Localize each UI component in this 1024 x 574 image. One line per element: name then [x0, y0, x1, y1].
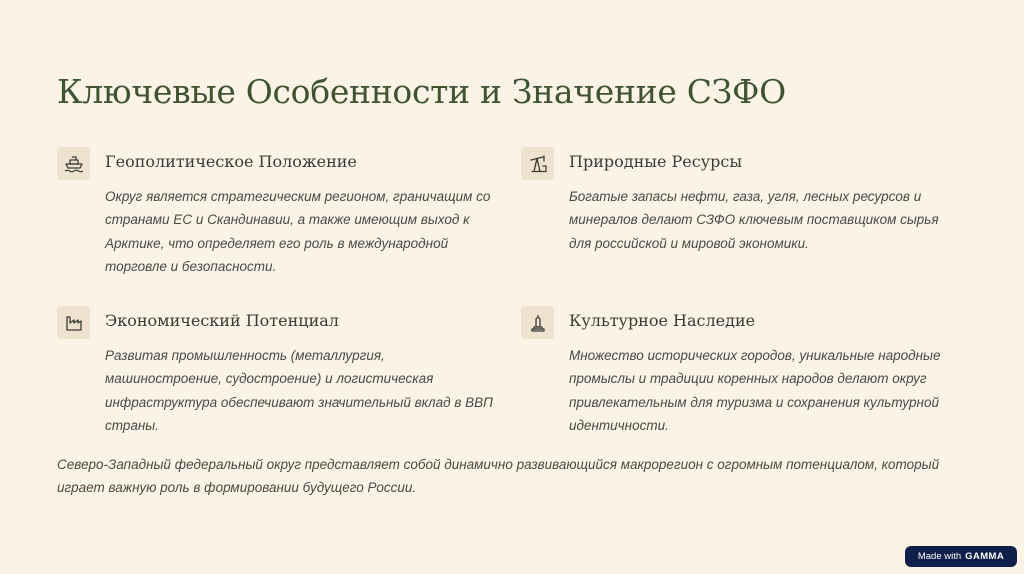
made-with-gamma-badge[interactable] — [905, 546, 1017, 567]
feature-description: Развитая промышленность (металлургия, машиностроение, судостроение) и логистическая инфраструктура обеспечивают значительный вклад в ВВП страны. — [105, 348, 493, 433]
feature-description: Богатые запасы нефти, газа, угля, лесных ресурсов и минералов делают СЗФО ключевым поставщиком сырья для российской и мировой экономики. — [569, 189, 939, 251]
monument-icon — [521, 306, 554, 339]
ship-icon — [57, 147, 90, 180]
conclusion-text: Северо-Западный федеральный округ представляет собой динамично развивающийся макрорегион с огромным потенциалом, который играет важную роль в формировании будущего России. — [57, 457, 940, 496]
feature-title: Природные Ресурсы — [569, 152, 743, 171]
factory-icon — [57, 306, 90, 339]
feature-title: Культурное Наследие — [569, 311, 756, 330]
feature-title: Экономический Потенциал — [105, 311, 339, 330]
slide-title: Ключевые Особенности и Значение СЗФО — [57, 72, 786, 111]
oil-pump-icon — [521, 147, 554, 180]
feature-title: Геополитическое Положение — [105, 152, 357, 171]
badge-prefix: Made with — [917, 551, 962, 562]
feature-description: Множество исторических городов, уникальные народные промыслы и традиции коренных народов делают округ привлекательным для туризма и сохранения культурной идентичности. — [569, 348, 941, 433]
gamma-logo: GAMMA — [965, 551, 1005, 562]
feature-description: Округ является стратегическим регионом, граничащим со странами ЕС и Скандинавии, а также имеющим выход к Арктике, что определяет его роль в международной торговле и безопасности. — [105, 189, 491, 274]
